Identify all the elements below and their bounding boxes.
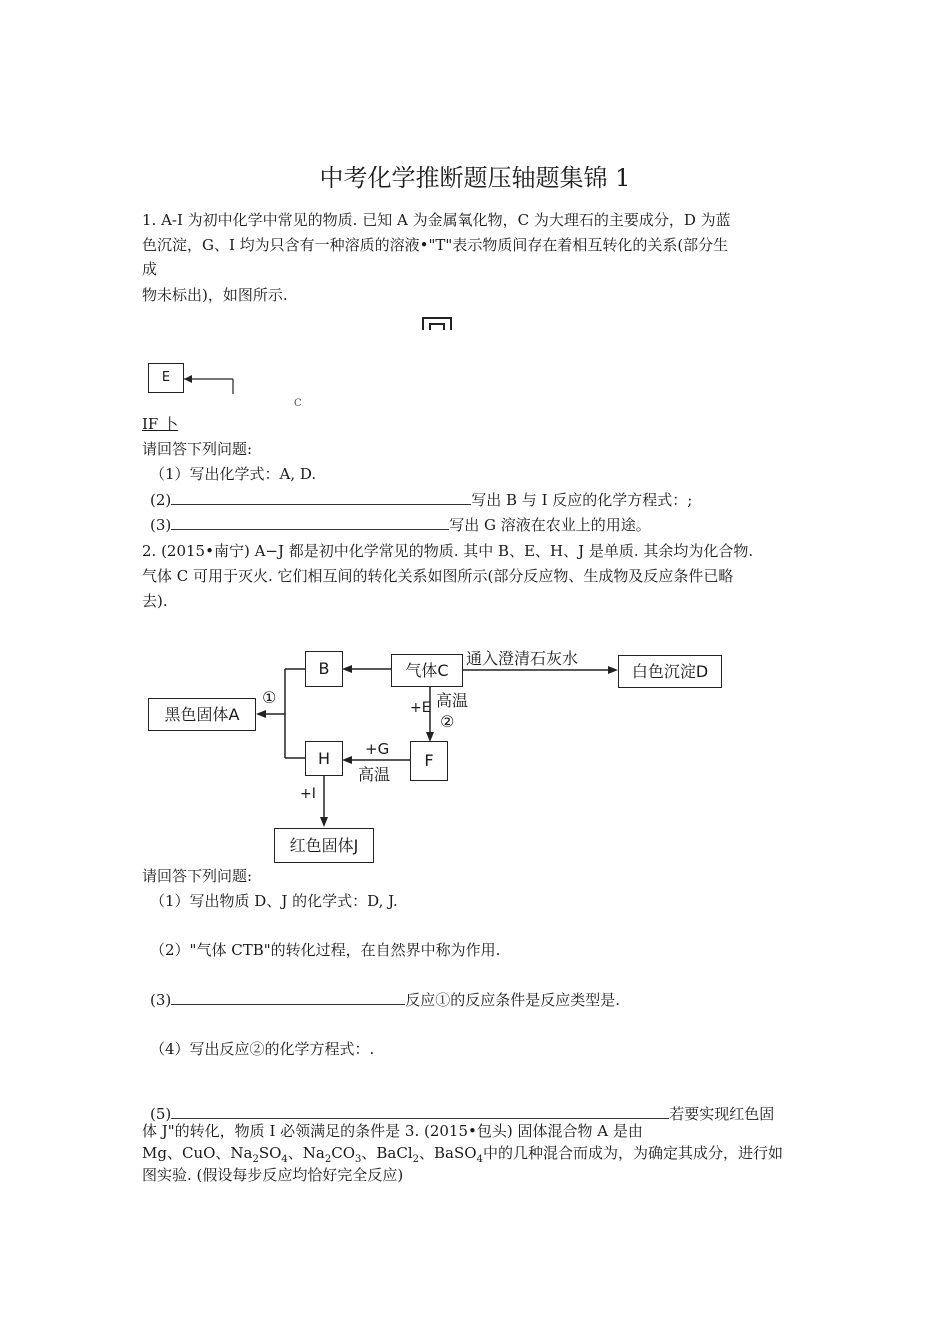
q3-chem-bacl: 、BaCl	[361, 1144, 413, 1162]
q1-prompt: 请回答下列问题:	[142, 440, 253, 458]
q2-part1: （1）写出物质 D、J 的化学式：D, J.	[150, 892, 398, 910]
q1-fig-if: IF 卜	[142, 415, 179, 433]
q1-part3-num: (3)	[150, 516, 172, 534]
q2-label-lime: 通入澄清石灰水	[466, 649, 579, 668]
q2-part3-num: (3)	[150, 991, 172, 1009]
q3-sub: 2	[324, 1154, 332, 1165]
q2-box-a: 黑色固体A	[148, 698, 256, 731]
q3-chem-baso: 、BaSO	[419, 1144, 477, 1162]
q1-line4: 物未标出)，如图所示.	[142, 286, 288, 304]
q3-sub: 4	[281, 1154, 288, 1165]
q1-line3: 成	[142, 260, 158, 278]
q2-label-2: ②	[440, 712, 455, 731]
q2-part5-text: 若要实现红色固	[669, 1105, 775, 1123]
q2-part5-blank[interactable]	[171, 1102, 669, 1119]
q3-chem-na: 、Na	[287, 1144, 325, 1162]
q1-part1: （1）写出化学式：A, D.	[150, 465, 317, 483]
q2-part5-line2: 体 J"的转化，物质 I 必领满足的条件是 3. (2015•包头) 固体混合物 A 是由	[142, 1122, 643, 1140]
q1-part3-text: 写出 G 溶液在农业上的用途。	[449, 516, 651, 534]
q2-part5-num: (5)	[150, 1105, 172, 1123]
q3-last-line: 图实验. (假设每步反应均恰好完全反应)	[142, 1166, 404, 1184]
q2-part4: （4）写出反应②的化学方程式：.	[150, 1040, 375, 1058]
q1-box-e: E	[148, 363, 184, 393]
q2-line3: 去).	[142, 592, 168, 610]
q2-line2: 气体 C 可用于灭火. 它们相互间的转化关系如图所示(部分反应物、生成物及反应条件已略	[142, 567, 734, 585]
q2-part2: （2）"气体 CTB"的转化过程，在自然界中称为作用.	[150, 941, 501, 959]
q2-box-j: 红色固体J	[274, 828, 374, 863]
q2-box-b: B	[305, 651, 343, 687]
q2-label-plus-i: +I	[300, 786, 316, 802]
q2-box-c: 气体C	[391, 654, 463, 687]
q3-sub: 2	[412, 1154, 420, 1165]
page-title: 中考化学推断题压轴题集锦 1	[319, 164, 631, 192]
q1-fig-c: C	[294, 398, 302, 409]
q2-label-plus-e: +E	[410, 700, 431, 716]
q3-chemicals	[142, 1142, 783, 1164]
q3-sub: 4	[476, 1154, 483, 1165]
q3-chem-tail: 中的几种混合而成为，为确定其成分，进行如	[482, 1144, 783, 1162]
q2-label-1: ①	[262, 688, 277, 707]
q2-label-high-temp-2: 高温	[358, 765, 391, 784]
q2-prompt: 请回答下列问题:	[142, 867, 253, 885]
q2-part3-text: 反应①的反应条件是反应类型是.	[405, 991, 621, 1009]
q2-part3	[150, 988, 620, 1011]
q2-label-high-temp-1: 高温	[436, 691, 469, 710]
q2-line1: 2. (2015•南宁) A−J 都是初中化学常见的物质. 其中 B、E、H、J 是单质. 其余均为化合物.	[142, 542, 754, 560]
q3-sub: 3	[355, 1154, 362, 1165]
q1-part2-text: 写出 B 与 I 反应的化学方程式：;	[471, 491, 693, 509]
q3-sub: 2	[252, 1154, 259, 1165]
q2-box-d: 白色沉淀D	[618, 655, 722, 688]
q1-line2: 色沉淀，G、I 均为只含有一种溶质的溶液•"T"表示物质间存在着相互转化的关系(部分生	[142, 236, 729, 254]
q1-line1: 1. A-I 为初中化学中常见的物质. 已知 A 为金属氧化物，C 为大理石的主要成分，D 为蓝	[142, 211, 731, 229]
q3-chem-so: SO	[258, 1144, 282, 1162]
q3-chem-co: CO	[331, 1144, 356, 1162]
q2-label-plus-g: +G	[365, 740, 390, 758]
q3-chem-mg: Mg、CuO、Na	[142, 1144, 253, 1162]
q2-part3-blank[interactable]	[171, 988, 405, 1005]
q1-part2-num: (2)	[150, 491, 172, 509]
q2-box-h: H	[305, 741, 343, 776]
q2-box-f: F	[410, 741, 448, 781]
